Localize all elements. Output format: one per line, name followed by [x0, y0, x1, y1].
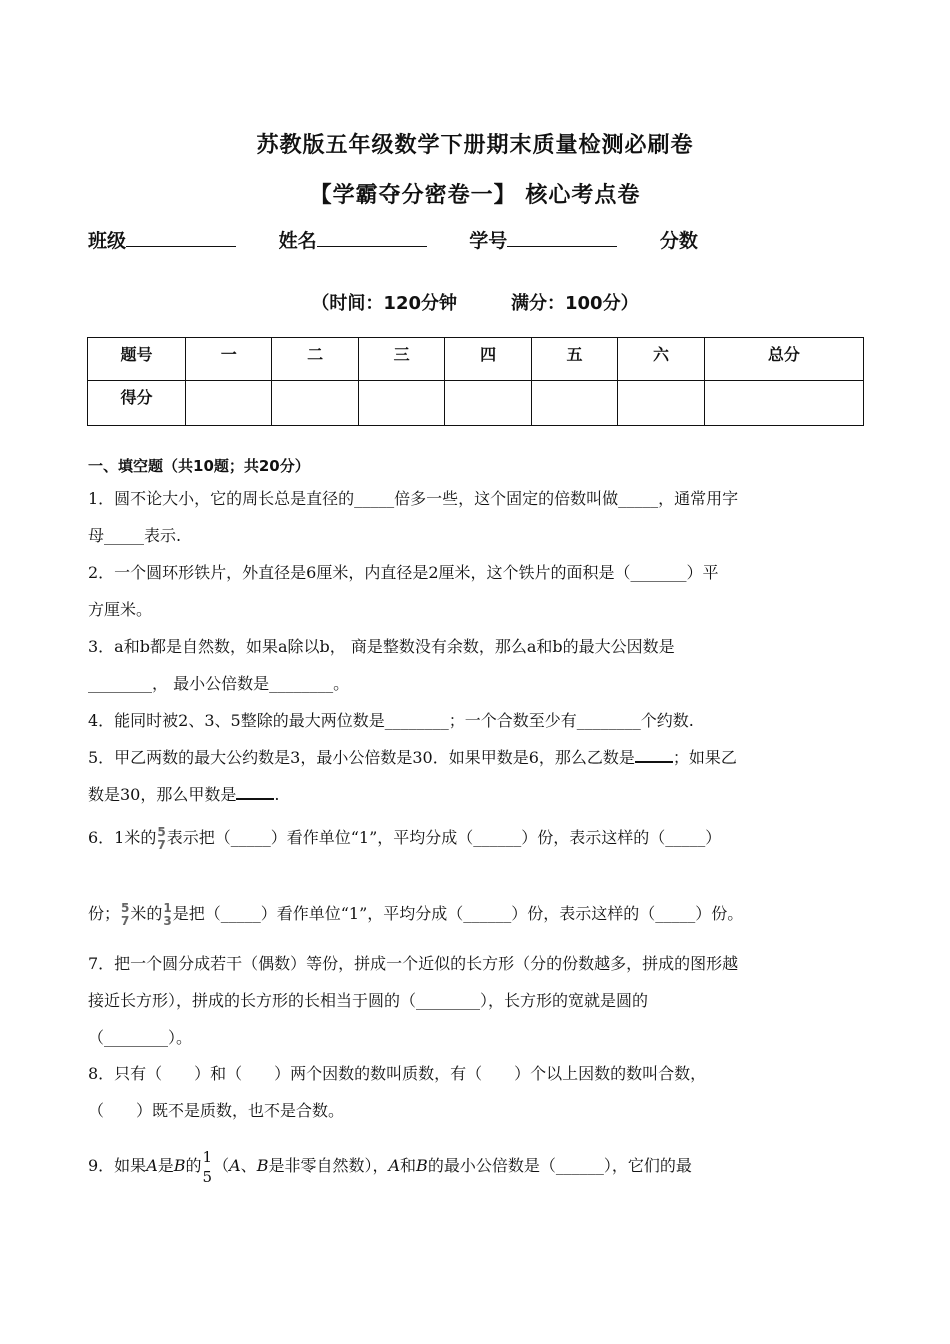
- score-cell[interactable]: [618, 381, 704, 426]
- variable-a: A: [229, 1156, 241, 1175]
- section-title: 一、填空题（共10题；共20分）: [88, 457, 310, 475]
- question-text: 是把（_____）看作单位“1”，平均分成（______）份，表示这样的（_____）份。: [172, 904, 744, 923]
- fraction-numerator: 1: [163, 900, 172, 915]
- full-score-label: 满分：100分）: [511, 293, 639, 314]
- score-field: [660, 226, 698, 253]
- variable-b: B: [173, 1156, 186, 1175]
- fraction-denominator: 7: [157, 837, 166, 852]
- name-label: 姓名: [278, 230, 317, 252]
- question-2: [88, 554, 866, 628]
- question-text: 表示把（_____）看作单位“1”，平均分成（______）份，表示这样的（_____）: [166, 828, 722, 847]
- question-9: [88, 1136, 866, 1196]
- class-label: 班级: [88, 230, 127, 252]
- question-line: 8．只有（ ）和（ ）两个因数的数叫质数，有（ ）个以上因数的数叫合数，: [88, 1064, 707, 1083]
- question-line: ________， 最小公倍数是________。: [88, 674, 350, 693]
- score-label: 分数: [659, 230, 698, 252]
- student-info-row: [88, 226, 734, 253]
- question-8: [88, 1055, 866, 1129]
- fraction-numerator: 1: [202, 1147, 213, 1166]
- question-line: 接近长方形），拼成的长方形的长相当于圆的（________），长方形的宽就是圆的: [88, 991, 649, 1010]
- document-subtitle: 【学霸夺分密卷一】 核心考点卷: [309, 183, 641, 208]
- question-line: 1．圆不论大小，它的周长总是直径的_____倍多一些，这个固定的倍数叫做_____，通常用字: [88, 489, 739, 508]
- fraction-denominator: 3: [163, 913, 172, 928]
- name-blank[interactable]: [317, 228, 427, 247]
- fraction-one-third: [163, 902, 171, 928]
- question-text: 是: [157, 1156, 174, 1175]
- question-4: [88, 702, 866, 739]
- question-text: .: [274, 785, 280, 804]
- table-cell: 总分: [704, 338, 863, 381]
- table-cell: 六: [618, 338, 704, 381]
- question-text: 数是30，那么甲数是: [88, 785, 237, 804]
- student-id-blank[interactable]: [507, 228, 617, 247]
- table-cell: 一: [186, 338, 272, 381]
- question-text: 份；: [88, 904, 121, 923]
- score-cell[interactable]: [186, 381, 272, 426]
- exam-meta: [0, 289, 950, 315]
- question-line: [88, 776, 866, 813]
- table-cell: 四: [445, 338, 531, 381]
- document-title: 苏教版五年级数学下册期末质量检测必刷卷: [256, 133, 694, 158]
- table-cell: 五: [531, 338, 617, 381]
- question-line: （________）。: [88, 1028, 193, 1047]
- question-text: 的最小公倍数是（______），它们的最: [427, 1156, 692, 1175]
- fraction-numerator: 5: [157, 824, 166, 839]
- fraction-denominator: 5: [202, 1167, 213, 1186]
- score-table-header-row: [88, 338, 864, 381]
- student-id-field[interactable]: [469, 226, 617, 253]
- question-text: ；如果乙: [672, 748, 737, 767]
- variable-b: B: [256, 1156, 269, 1175]
- question-line: 7．把一个圆分成若干（偶数）等份，拼成一个近似的长方形（分的份数越多，拼成的图形越: [88, 954, 739, 973]
- score-cell[interactable]: [531, 381, 617, 426]
- answer-blank[interactable]: [236, 784, 274, 800]
- table-cell: 得分: [88, 381, 186, 426]
- question-line: 4．能同时被2、3、5整除的最大两位数是________；一个合数至少有________个约数.: [88, 711, 694, 730]
- fraction-five-sevenths: [121, 902, 129, 928]
- question-text: （: [213, 1156, 230, 1175]
- question-6: [88, 818, 866, 934]
- question-line: [88, 739, 866, 776]
- question-line: 方厘米。: [88, 600, 153, 619]
- question-line: [88, 818, 866, 858]
- question-text: 是非零自然数），: [268, 1156, 389, 1175]
- question-7: [88, 945, 866, 1056]
- fraction-numerator: 5: [121, 900, 130, 915]
- time-label: （时间：120分钟: [311, 293, 457, 314]
- answer-blank[interactable]: [635, 747, 673, 763]
- question-5: [88, 739, 866, 813]
- variable-a: A: [146, 1156, 158, 1175]
- score-cell[interactable]: [272, 381, 358, 426]
- variable-b: B: [416, 1156, 428, 1175]
- question-line: [88, 894, 866, 934]
- fraction-one-fifth: [203, 1147, 213, 1187]
- score-cell[interactable]: [704, 381, 863, 426]
- question-3: [88, 628, 866, 702]
- score-table: [87, 337, 864, 426]
- fraction-denominator: 7: [121, 913, 130, 928]
- question-text: 和: [400, 1156, 417, 1175]
- table-cell: 题号: [88, 338, 186, 381]
- question-text: 9．如果: [88, 1156, 147, 1175]
- name-field[interactable]: [279, 226, 427, 253]
- table-cell: 二: [272, 338, 358, 381]
- class-blank[interactable]: [126, 228, 236, 247]
- student-id-label: 学号: [469, 230, 508, 252]
- question-text: 6．1米的: [88, 828, 157, 847]
- score-cell[interactable]: [445, 381, 531, 426]
- question-text: 米的: [130, 904, 163, 923]
- question-text: 5．甲乙两数的最大公约数是3，最小公倍数是30．如果甲数是6，那么乙数是: [88, 748, 635, 767]
- score-table-score-row: [88, 381, 864, 426]
- question-1: [88, 480, 866, 554]
- question-line: 2．一个圆环形铁片，外直径是6厘米，内直径是2厘米，这个铁片的面积是（_______）平: [88, 563, 719, 582]
- question-text: 的: [185, 1156, 202, 1175]
- class-field[interactable]: [88, 226, 236, 253]
- question-text: 、: [240, 1156, 257, 1175]
- table-cell: 三: [358, 338, 444, 381]
- question-line: [88, 1136, 866, 1196]
- question-line: 3．a和b都是自然数，如果a除以b， 商是整数没有余数，那么a和b的最大公因数是: [88, 637, 675, 656]
- question-line: （ ）既不是质数，也不是合数。: [88, 1101, 345, 1120]
- score-cell[interactable]: [358, 381, 444, 426]
- variable-a: A: [388, 1156, 401, 1175]
- question-line: 母_____表示.: [88, 526, 182, 545]
- fraction-five-sevenths: [157, 826, 165, 852]
